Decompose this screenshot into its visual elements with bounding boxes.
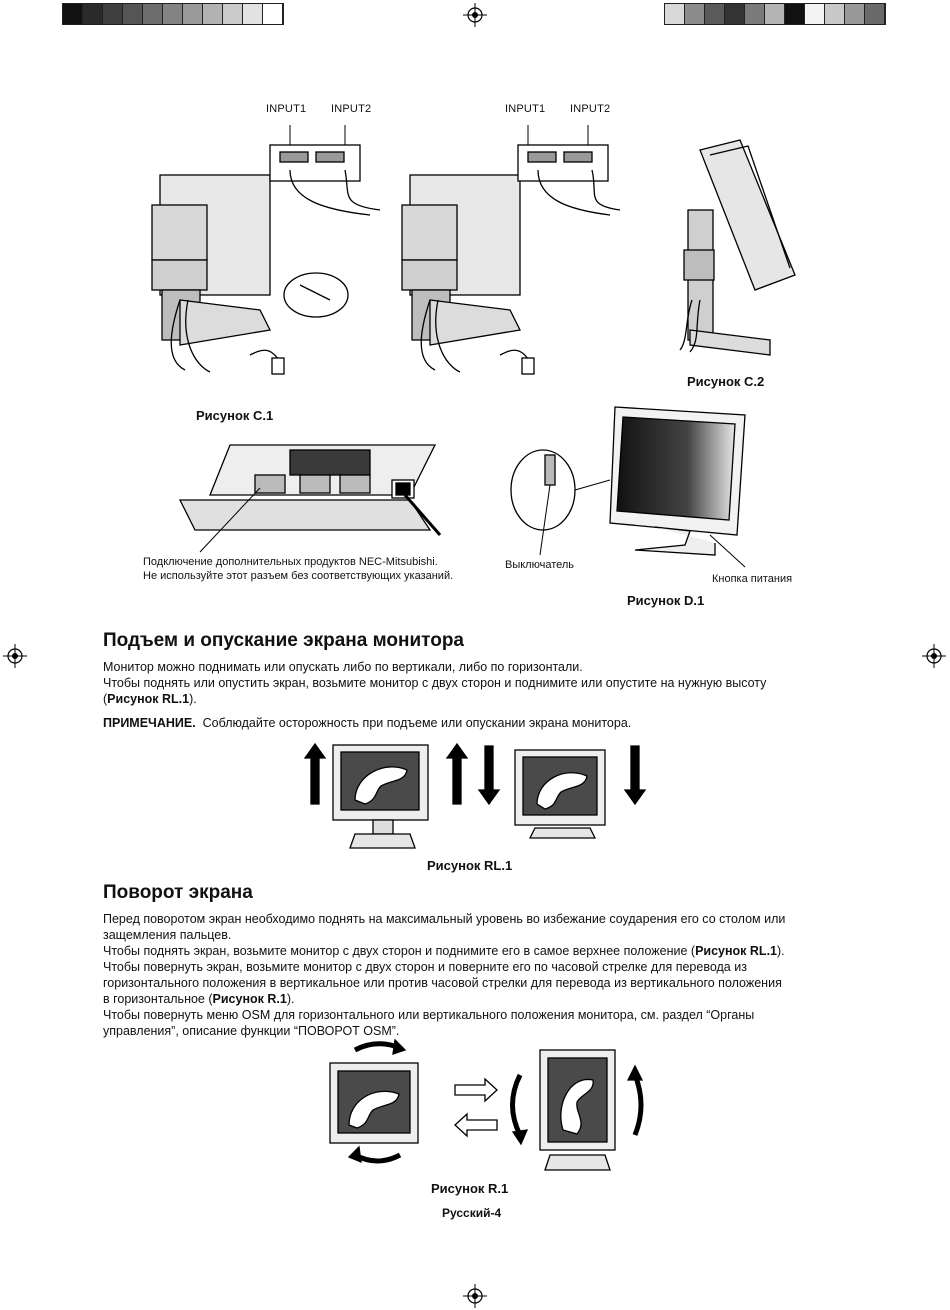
figure-c1-input2-label: INPUT2 [331, 103, 372, 115]
note-label: ПРИМЕЧАНИЕ. [103, 716, 196, 730]
section2-p3c-text: в горизонтальное ( [103, 992, 213, 1006]
figure-c1b-input2-label: INPUT2 [570, 103, 611, 115]
figure-r1-illustration [305, 1030, 650, 1180]
section1-line3-close: ). [189, 692, 197, 706]
section2-p4a: Чтобы повернуть меню OSM для горизонтального или вертикального положения монитора, см. раздел “Органы [103, 1008, 755, 1022]
section1-line1: Монитор можно поднимать или опускать либо по вертикали, либо по горизонтали. [103, 660, 583, 674]
note-text: Соблюдайте осторожность при подъеме или опускании экрана монитора. [202, 716, 632, 730]
figure-rl1-caption: Рисунок RL.1 [427, 858, 513, 873]
section2-p1b: защемления пальцев. [103, 928, 232, 942]
figure-d1-illustration [505, 405, 765, 570]
registration-mark-right [922, 644, 946, 668]
section2-p2-figure-ref: Рисунок RL.1 [695, 944, 777, 958]
color-calibration-bar-left [62, 3, 284, 25]
switch-label: Выключатель [505, 559, 575, 571]
registration-mark-left [3, 644, 27, 668]
section2-p3a: Чтобы повернуть экран, возьмите монитор с двух сторон и поверните его по часовой стрелке для перевода из [103, 960, 747, 974]
figure-r1-caption: Рисунок R.1 [431, 1181, 509, 1196]
section2-p3b: горизонтального положения в вертикальное или против часовой стрелки для перевода из вертикального положения [103, 976, 782, 990]
page-number-label: Русский-4 [442, 1206, 502, 1220]
section1-line3-open: ( [103, 692, 108, 706]
section1-note [103, 715, 631, 731]
section2-p3c [103, 991, 294, 1007]
nec-option-note-line1: Подключение дополнительных продуктов NEC-Mitsubishi. [143, 556, 438, 568]
figure-d1-caption: Рисунок D.1 [627, 593, 705, 608]
section2-p4b: управления”, описание функции “ПОВОРОТ OSM”. [103, 1024, 400, 1038]
color-calibration-bar-right [664, 3, 886, 25]
nec-option-note-line2: Не используйте этот разъем без соответствующих указаний. [143, 570, 454, 582]
section2-p3c-close: ). [286, 992, 295, 1006]
section1-figure-ref: Рисунок RL.1 [107, 692, 190, 706]
figure-c2-caption: Рисунок C.2 [687, 374, 765, 389]
figure-c1b-input1-label: INPUT1 [505, 103, 546, 115]
figure-c2-illustration [680, 140, 800, 360]
section2-p2-close: ). [777, 944, 785, 958]
section2-p3c-figure-ref: Рисунок R.1 [212, 992, 287, 1006]
registration-mark-bottom [463, 1284, 487, 1308]
figure-c1-input1-label: INPUT1 [266, 103, 307, 115]
power-button-label: Кнопка питания [712, 573, 793, 585]
section1-line3 [103, 691, 197, 707]
section2-p2-text: Чтобы поднять экран, возьмите монитор с двух сторон и поднимите его в самое верхнее положение ( [103, 944, 696, 958]
figure-c1-illustration [140, 100, 640, 390]
section-heading-raise-lower: Подъем и опускание экрана монитора [103, 630, 464, 651]
figure-c1-caption: Рисунок C.1 [196, 408, 274, 423]
figure-connector-strip-illustration [180, 440, 450, 555]
section1-line2: Чтобы поднять или опустить экран, возьмите монитор с двух сторон и поднимите или опустите на нужную высоту [103, 676, 767, 690]
section2-p1a: Перед поворотом экран необходимо поднять на максимальный уровень во избежание соударения его со столом или [103, 912, 786, 926]
registration-mark-top [463, 3, 487, 27]
section2-p2 [103, 943, 785, 959]
section-heading-rotation: Поворот экрана [103, 882, 253, 903]
figure-rl1-illustration [295, 740, 655, 855]
